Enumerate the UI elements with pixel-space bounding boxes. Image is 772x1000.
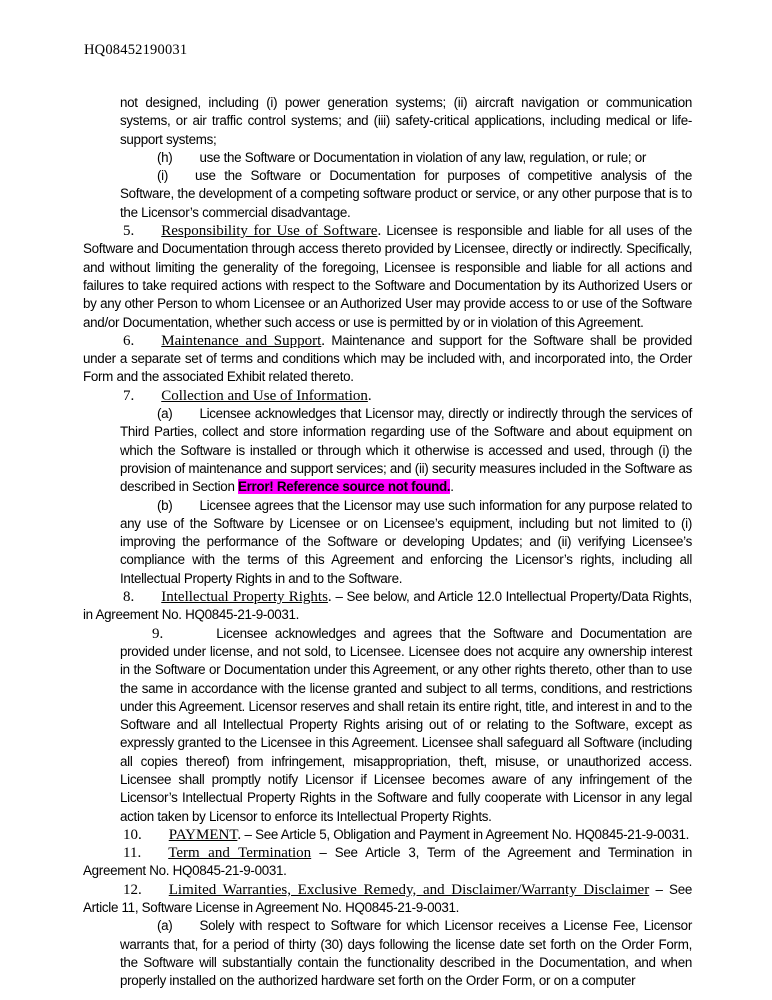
body-text: (a) [157, 918, 173, 934]
document-body [83, 94, 692, 991]
section-12-warranties [83, 881, 692, 918]
body-text: (i) [157, 168, 168, 184]
body-text: – See Article 3, Term of the Agreement and Termination in Agreement No. HQ0845-21-9-0031. [83, 845, 692, 879]
clause-i [120, 167, 692, 222]
section-9-license [120, 625, 692, 826]
serif-text: . [237, 826, 242, 843]
serif-text: . [327, 589, 332, 606]
body-text: – See below, and Article 12.0 Intellectual Property/Data Rights, in Agreement No. HQ0845-21-9-0031. [83, 589, 692, 623]
section-heading: Maintenance and Support [161, 332, 322, 349]
serif-text: . [377, 223, 382, 240]
section-heading: Limited Warranties, Exclusive Remedy, and Disclaimer/Warranty Disclaimer [168, 881, 650, 898]
error-reference-highlight: Error! Reference source not found. [238, 479, 451, 495]
section-6-maintenance [83, 332, 692, 387]
body-text: (b) [157, 497, 173, 513]
body-text: use the Software or Documentation in violation of any law, regulation, or rule; or [199, 149, 647, 165]
section-heading: Term and Termination [168, 845, 312, 862]
section-7-collection [83, 387, 692, 405]
section-11-term [83, 844, 692, 881]
body-text: Licensee is responsible and liable for all uses of the Software and Documentation through access thereto provided by Licensee, directly or indirectly. Specifically, and without limiting the generality of the foregoing, Licensee is responsible and liable for all actions and failures to take required actions with respect to the Software and Documentation by its Authorized Users or by any other Person to whom Licensee or an Authorized User may provide access to or use of the Software and/or Documentation, whether such access or use is permitted by or in violation of this Agreement. [83, 223, 692, 330]
clause-7a [120, 405, 692, 496]
section-heading: Responsibility for Use of Software [161, 223, 378, 240]
section-number: 11. [123, 845, 142, 862]
body-text: Maintenance and support for the Software shall be provided under a separate set of terms and conditions which may be included with, and incorporated into, the Order Form and the associated Exhibit related thereto. [83, 332, 693, 385]
body-text: (a) [157, 406, 173, 422]
body-text: not designed, including (i) power generation systems; (ii) aircraft navigation or communication systems, or air traffic control systems; and (iii) safety-critical applications, including medical or life-support systems; [120, 95, 692, 147]
section-number: 7. [123, 387, 135, 404]
section-5-responsibility [83, 222, 692, 332]
section-heading: Intellectual Property Rights [161, 589, 328, 606]
section-number: 10. [123, 826, 142, 843]
body-text: Licensee agrees that the Licensor may use such information for any purpose related to any use of the Software by Licensee or on Licensee’s equipment, including but not limited to (i) improving the performance of the Software or developing Updates; and (ii) verifying Licensee’s compliance with the terms of this Agreement and enforcing the Licensor’s rights, including all Intellectual Property Rights in and to the Software. [120, 497, 692, 586]
clause-h [120, 149, 692, 167]
section-heading: Collection and Use of Information [161, 387, 368, 404]
serif-text: . [321, 332, 326, 349]
body-text: Licensee acknowledges and agrees that the Software and Documentation are provided under license, and not sold, to Licensee. Licensee does not acquire any ownership interest in the Software or Documentation under this Agreement, or any other rights thereto, other than to use the same in accordance with the license granted and subject to all terms, conditions, and restrictions under this Agreement. Licensor reserves and shall retain its entire right, title, and interest in and to the Software and all Intellectual Property Rights arising out of or relating to the Software, except as expressly granted to the Licensee in this Agreement. Licensee shall safeguard all Software (including all copies thereof) from infringement, misappropriation, theft, misuse, or unauthorized access. Licensee shall promptly notify Licensor if Licensee becomes aware of any infringement of the Licensor’s Intellectual Property Rights in the Software and fully cooperate with Licensor in any legal action taken by Licensor to enforce its Intellectual Property Rights. [120, 625, 692, 824]
section-number: 6. [123, 332, 135, 349]
body-text: use the Software or Documentation for purposes of competitive analysis of the Software, the development of a competing software product or service, or any other purpose that is to the Licensor’s commercial disadvantage. [120, 168, 692, 220]
section-number: 8. [123, 589, 135, 606]
clause-7b [120, 497, 692, 588]
section-number: 12. [123, 881, 142, 898]
section-8-ip-rights [83, 588, 692, 625]
document-reference-number: HQ08452190031 [84, 42, 188, 58]
section-number: 5. [123, 223, 135, 240]
body-text: – See Article 11, Software License in Agreement No. HQ0845-21-9-0031. [83, 881, 692, 916]
body-text: Licensee acknowledges that Licensor may, directly or indirectly through the services of Third Parties, collect and store information regarding use of the Software and about equipment on which the Software is installed or through which it otherwise is accessed and used, through (i) the provision of maintenance and support services; and (ii) security measures included in the Software as described in Section [120, 406, 692, 495]
body-text: Solely with respect to Software for which Licensor receives a License Fee, Licensor warrants that, for a period of thirty (30) days following the license date set forth on the Order Form, the Software will substantially contain the functionality described in the Documentation, and when properly installed on the authorized hardware set forth on the Order Form, or on a computer [120, 918, 692, 989]
continuation-paragraph [120, 94, 692, 149]
body-text: – See Article 5, Obligation and Payment in Agreement No. HQ0845-21-9-0031. [241, 826, 690, 842]
section-heading: PAYMENT [168, 826, 238, 843]
section-10-payment [83, 826, 692, 844]
serif-text: . [367, 387, 372, 404]
clause-12a [120, 917, 692, 990]
section-number: 9. [152, 625, 164, 642]
body-text: (h) [157, 149, 173, 165]
body-text: . [450, 479, 454, 495]
